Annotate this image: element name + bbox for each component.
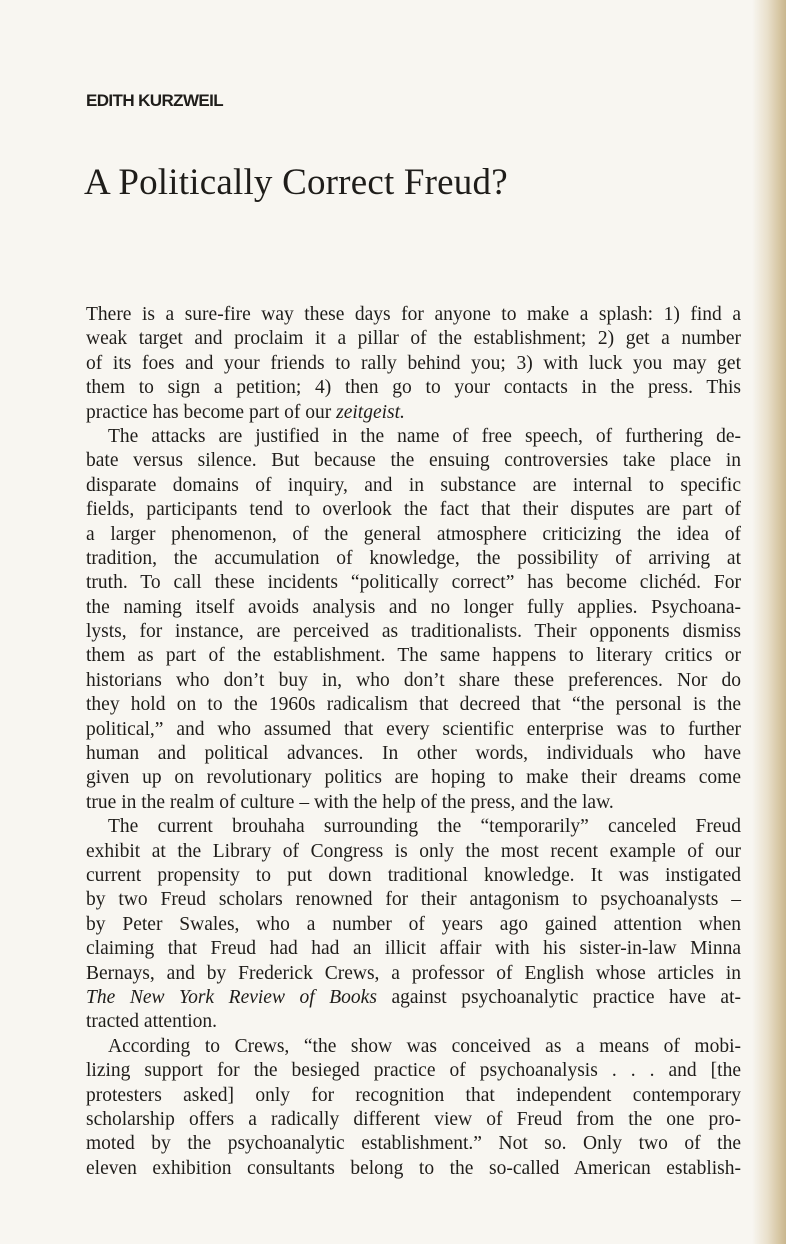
text-line: fields, participants tend to overlook the fact that their disputes are part of xyxy=(86,499,741,521)
italic-term: zeitgeist. xyxy=(336,401,405,423)
text-line: moted by the psychoanalytic establishment.” Not so. Only two of the xyxy=(86,1133,741,1155)
paragraph-2 xyxy=(86,425,741,815)
text-line: bate versus silence. But because the ensuing controversies take place in xyxy=(86,450,741,472)
text-line: the naming itself avoids analysis and no longer fully applies. Psychoana- xyxy=(86,596,741,618)
journal-title: The New York Review of Books xyxy=(86,986,377,1008)
text-line: truth. To call these incidents “politically correct” has become clichéd. For xyxy=(86,572,741,594)
text-line: lysts, for instance, are perceived as traditionalists. Their opponents dismiss xyxy=(86,621,741,643)
text-line: eleven exhibition consultants belong to the so-called American establish- xyxy=(86,1157,741,1179)
paragraph-3 xyxy=(86,815,741,1035)
text-line: scholarship offers a radically different view of Freud from the one pro- xyxy=(86,1108,741,1130)
text-line: they hold on to the 1960s radicalism that decreed that “the personal is the xyxy=(86,694,741,716)
article-body xyxy=(86,303,741,1181)
text-line: a larger phenomenon, of the general atmosphere criticizing the idea of xyxy=(86,523,741,545)
text-line xyxy=(86,401,741,425)
text-line: There is a sure-fire way these days for anyone to make a splash: 1) find a xyxy=(86,304,741,325)
text-line: protesters asked] only for recognition that independent contemporary xyxy=(86,1084,741,1106)
text-line: of its foes and your friends to rally behind you; 3) with luck you may get xyxy=(86,352,741,374)
text-line: The current brouhaha surrounding the “temporarily” canceled Freud xyxy=(108,816,741,838)
text-line: by two Freud scholars renowned for their antagonism to psychoanalysts – xyxy=(86,889,741,911)
text-line: tradition, the accumulation of knowledge, the possibility of arriving at xyxy=(86,547,741,569)
text-line: by Peter Swales, who a number of years ago gained attention when xyxy=(86,913,741,935)
text-line xyxy=(86,986,741,1010)
text-line: lizing support for the besieged practice of psychoanalysis . . . and [the xyxy=(86,1060,741,1082)
text-line: political,” and who assumed that every scientific enterprise was to further xyxy=(86,718,741,740)
text-line: The attacks are justified in the name of free speech, of furthering de- xyxy=(108,425,741,447)
text-span: practice has become part of our xyxy=(86,401,337,423)
text-line: true in the realm of culture – with the help of the press, and the law. xyxy=(86,791,614,813)
paragraph-1 xyxy=(86,303,741,425)
text-line: them as part of the establishment. The same happens to literary critics or xyxy=(86,645,741,667)
text-line: exhibit at the Library of Congress is only the most recent example of our xyxy=(86,840,741,862)
text-line: disparate domains of inquiry, and in substance are internal to specific xyxy=(86,474,741,496)
text-line: claiming that Freud had had an illicit affair with his sister-in-law Minna xyxy=(86,938,741,960)
text-line: them to sign a petition; 4) then go to your contacts in the press. This xyxy=(86,377,741,399)
text-line: Bernays, and by Frederick Crews, a professor of English whose articles in xyxy=(86,962,741,984)
text-line: historians who don’t buy in, who don’t share these preferences. Nor do xyxy=(86,669,741,691)
text-line: current propensity to put down traditional knowledge. It was instigated xyxy=(86,864,741,886)
text-line: According to Crews, “the show was conceived as a means of mobi- xyxy=(108,1035,741,1057)
article-title: A Politically Correct Freud? xyxy=(84,162,508,203)
text-span: against psychoanalytic practice have at- xyxy=(376,986,741,1008)
text-line: weak target and proclaim it a pillar of the establishment; 2) get a number xyxy=(86,328,741,350)
paragraph-4 xyxy=(86,1035,741,1181)
text-line: human and political advances. In other words, individuals who have xyxy=(86,743,741,765)
page-edge-shadow xyxy=(752,0,786,1244)
author-name: EDITH KURZWEIL xyxy=(86,91,224,110)
text-line: given up on revolutionary politics are hoping to make their dreams come xyxy=(86,767,741,789)
text-line: tracted attention. xyxy=(86,1011,218,1033)
